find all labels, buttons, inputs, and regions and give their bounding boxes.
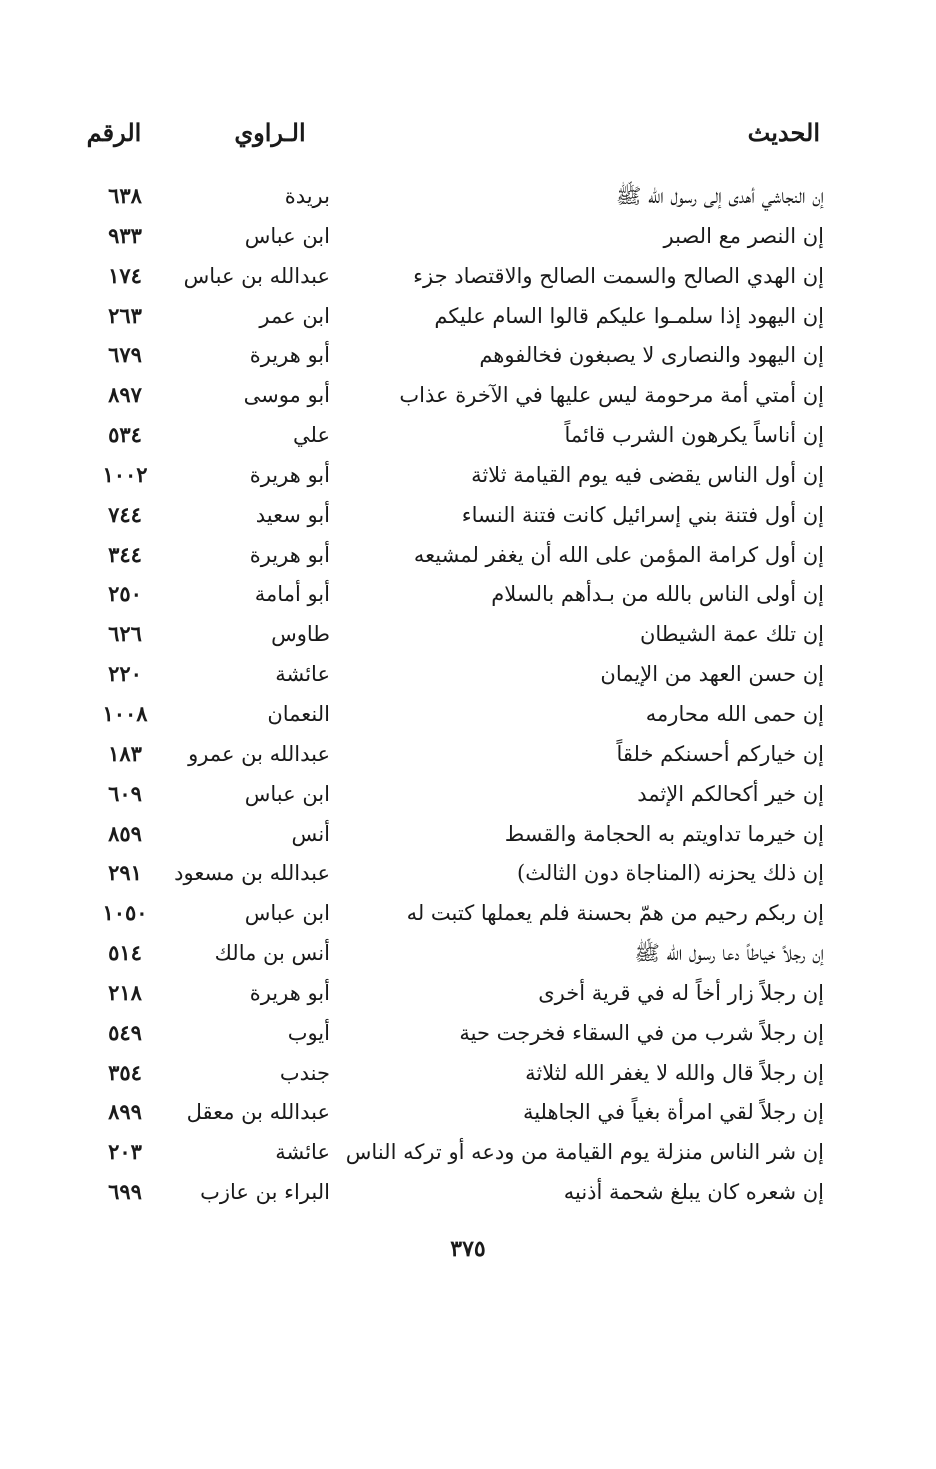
hadith-number: ٢٩١: [108, 860, 142, 886]
hadith-number: ٣٥٤: [108, 1059, 142, 1085]
narrator-name: عبدالله بن مسعود: [174, 861, 330, 886]
narrator-name: أنس بن مالك: [214, 941, 330, 966]
hadith-number: ٩٣٣: [108, 222, 142, 248]
narrator-name: البراء بن عازب: [200, 1180, 330, 1205]
narrator-name: عبدالله بن عباس: [183, 263, 330, 288]
table-row: [0, 455, 936, 495]
hadith-text: إن شعره كان يبلغ شحمة أذنيه: [563, 1180, 824, 1205]
hadith-text: إن رجلاً قال والله لا يغفر الله لثلاثة: [525, 1060, 824, 1085]
hadith-text: إن أول فتنة بني إسرائيل كانت فتنة النساء: [461, 502, 824, 527]
narrator-name: ابن عمر: [259, 303, 330, 328]
narrator-name: أبو هريرة: [249, 462, 330, 487]
hadith-number: ٢١٨: [108, 979, 142, 1005]
narrator-name: ابن عباس: [244, 223, 330, 248]
narrator-name: أبو سعيد: [255, 502, 330, 527]
hadith-text: إن اليهود والنصارى لا يصبغون فخالفوهم: [479, 343, 824, 368]
table-row: [0, 694, 936, 734]
table-row: [0, 1172, 936, 1212]
table-row: [0, 933, 936, 973]
table-row: [0, 495, 936, 535]
hadith-number: ٨٩٩: [108, 1099, 142, 1125]
narrator-name: عبدالله بن عمرو: [188, 741, 330, 766]
hadith-number: ٦٢٦: [108, 621, 142, 647]
header-hadith: الحديث: [747, 118, 820, 147]
hadith-number: ٥٣٤: [108, 422, 142, 448]
narrator-name: أبو هريرة: [249, 542, 330, 567]
hadith-text: إن خير أكحالكم الإثمد: [637, 781, 824, 806]
narrator-name: أيوب: [287, 1020, 330, 1045]
hadith-number: ٢٠٣: [108, 1139, 142, 1165]
header-number: الرقم: [86, 118, 142, 147]
table-row: [0, 574, 936, 614]
table-row: [0, 216, 936, 256]
narrator-name: طاوس: [271, 622, 330, 647]
hadith-number: ٧٤٤: [108, 501, 142, 527]
table-row: [0, 1092, 936, 1132]
table-row: [0, 973, 936, 1013]
narrator-name: أبو هريرة: [249, 980, 330, 1005]
hadith-index-table: [0, 176, 936, 1212]
table-header: [0, 118, 936, 162]
hadith-text: إن النصر مع الصبر: [663, 223, 824, 248]
hadith-text: إن خيرما تداويتم به الحجامة والقسط: [504, 821, 824, 846]
hadith-number: ١٧٤: [108, 262, 142, 288]
table-row: [0, 1013, 936, 1053]
header-narrator: الـراوي: [234, 118, 306, 147]
narrator-name: جندب: [279, 1060, 330, 1085]
hadith-text: إن ذلك يحزنه (المناجاة دون الثالث): [517, 861, 824, 886]
narrator-name: عبدالله بن معقل: [186, 1100, 330, 1125]
table-row: [0, 654, 936, 694]
hadith-text: إن رجلاً خياطاً دعا رسول الله ﷺ: [634, 941, 824, 966]
hadith-text: إن أول الناس يقضى فيه يوم القيامة ثلاثة: [471, 462, 824, 487]
hadith-text: إن رجلاً شرب من في السقاء فخرجت حية: [459, 1020, 824, 1045]
table-row: [0, 893, 936, 933]
table-row: [0, 774, 936, 814]
narrator-name: أبو هريرة: [249, 343, 330, 368]
hadith-number: ١٠٥٠: [102, 900, 148, 926]
hadith-text: إن اليهود إذا سلمـوا عليكم قالوا السام عليكم: [434, 303, 824, 328]
hadith-text: إن أناساً يكرهون الشرب قائماً: [564, 423, 824, 448]
narrator-name: أبو أمامة: [254, 582, 330, 607]
table-row: [0, 853, 936, 893]
hadith-text: إن حسن العهد من الإيمان: [600, 662, 824, 687]
narrator-name: النعمان: [267, 701, 330, 726]
hadith-number: ١٠٠٨: [102, 700, 148, 726]
hadith-text: إن رجلاً لقي امرأة بغياً في الجاهلية: [522, 1100, 824, 1125]
narrator-name: عائشة: [275, 662, 330, 687]
hadith-number: ٥١٤: [108, 940, 142, 966]
table-row: [0, 176, 936, 216]
narrator-name: ابن عباس: [244, 781, 330, 806]
narrator-name: ابن عباس: [244, 901, 330, 926]
hadith-number: ٨٩٧: [108, 382, 142, 408]
hadith-number: ٥٤٩: [108, 1019, 142, 1045]
table-row: [0, 814, 936, 854]
hadith-number: ٢٥٠: [108, 581, 142, 607]
page-number: ٣٧٥: [450, 1236, 486, 1262]
hadith-text: إن النجاشي أهدى إلى رسول الله ﷺ: [616, 184, 824, 208]
hadith-number: ٦٧٩: [108, 342, 142, 368]
hadith-text: إن الهدي الصالح والسمت الصالح والاقتصاد جزء: [413, 263, 824, 288]
hadith-text: إن ربكم رحيم من همّ بحسنة فلم يعملها كتبت له: [406, 901, 824, 926]
hadith-number: ٢٦٣: [108, 302, 142, 328]
hadith-text: إن تلك عمة الشيطان: [639, 622, 824, 647]
hadith-number: ٦٣٨: [108, 183, 142, 208]
table-row: [0, 256, 936, 296]
hadith-number: ٦٠٩: [108, 780, 142, 806]
table-row: [0, 296, 936, 336]
narrator-name: عائشة: [275, 1140, 330, 1165]
table-row: [0, 1132, 936, 1172]
hadith-number: ٢٢٠: [108, 661, 142, 687]
hadith-text: إن أمتي أمة مرحومة ليس عليها في الآخرة عذاب: [399, 383, 824, 408]
table-row: [0, 1053, 936, 1093]
hadith-number: ٣٤٤: [108, 541, 142, 567]
hadith-text: إن حمى الله محارمه: [645, 701, 824, 726]
table-row: [0, 375, 936, 415]
hadith-text: إن أولى الناس بالله من بـدأهم بالسلام: [491, 582, 824, 607]
table-row: [0, 535, 936, 575]
narrator-name: علي: [293, 423, 330, 448]
narrator-name: بريدة: [284, 184, 330, 208]
hadith-number: ٦٩٩: [108, 1179, 142, 1205]
narrator-name: أبو موسى: [243, 383, 330, 408]
hadith-number: ١٨٣: [108, 740, 142, 766]
table-row: [0, 415, 936, 455]
narrator-name: أنس: [291, 821, 330, 846]
hadith-text: إن رجلاً زار أخاً له في قرية أخرى: [538, 980, 824, 1005]
hadith-text: إن أول كرامة المؤمن على الله أن يغفر لمشيعه: [413, 542, 824, 567]
hadith-text: إن خياركم أحسنكم خلقاً: [616, 741, 824, 766]
table-row: [0, 614, 936, 654]
hadith-text: إن شر الناس منزلة يوم القيامة من ودعه أو تركه الناس: [345, 1140, 824, 1165]
table-row: [0, 335, 936, 375]
hadith-number: ٨٥٩: [108, 820, 142, 846]
hadith-number: ١٠٠٢: [102, 461, 148, 487]
table-row: [0, 734, 936, 774]
